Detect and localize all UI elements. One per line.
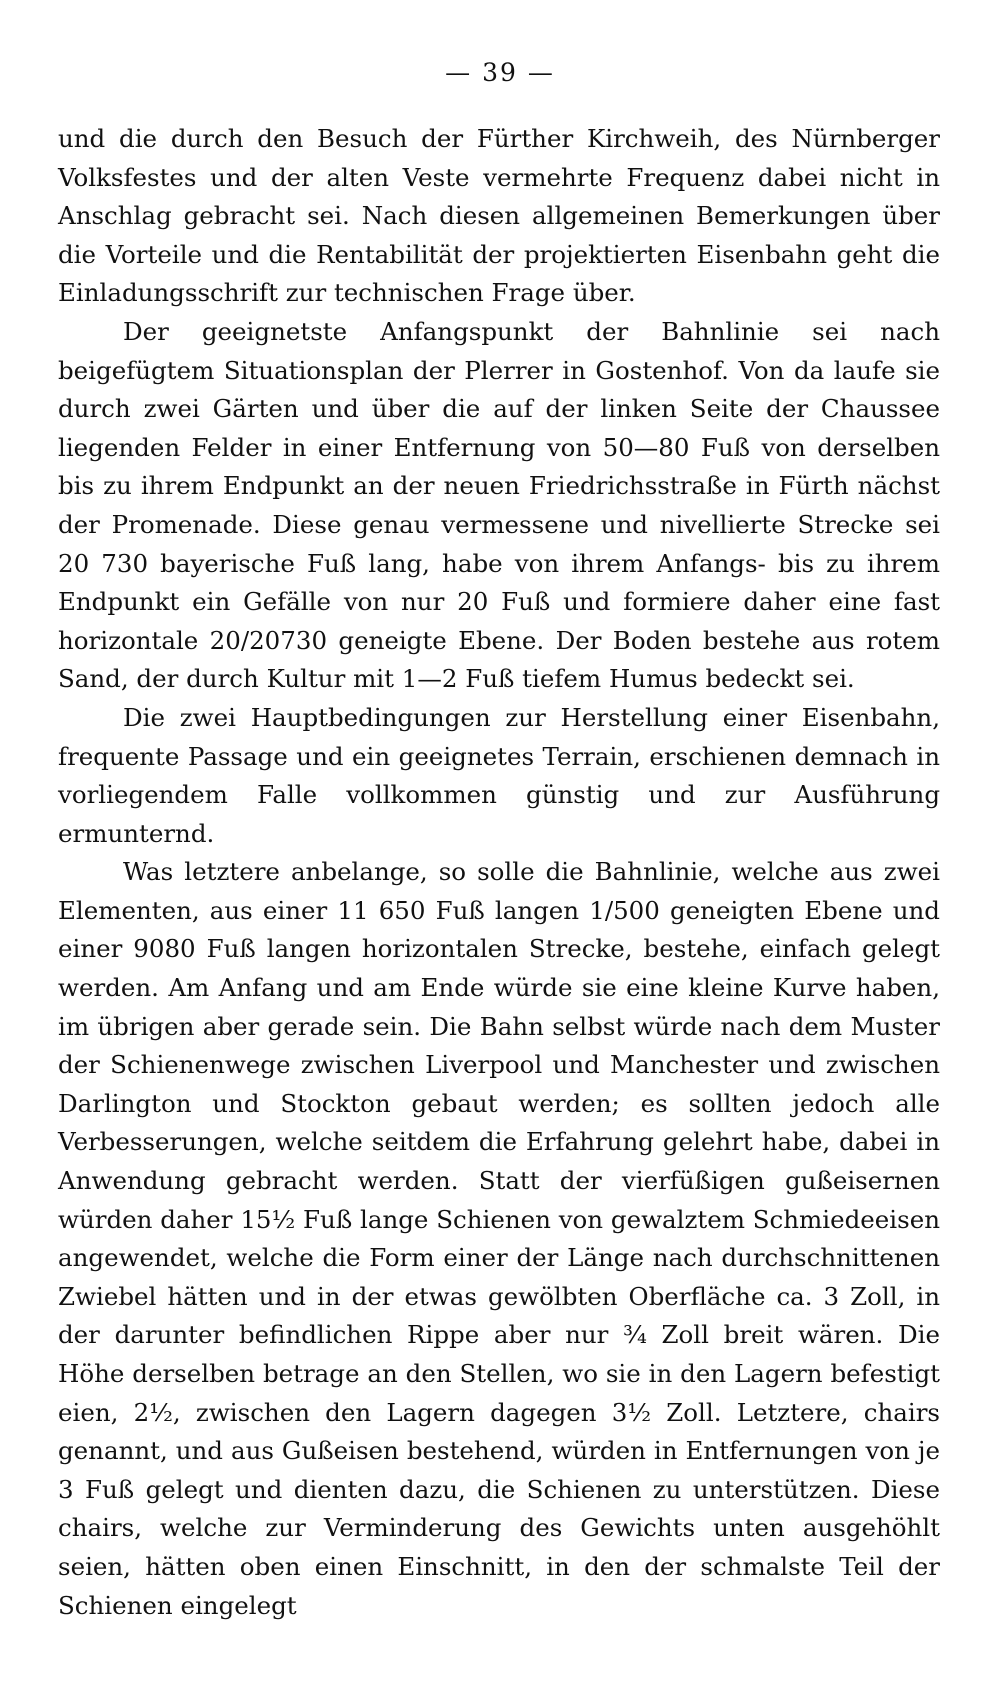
paragraph-4: Was letztere anbelange, so solle die Bahnlinie, welche aus zwei Elementen, aus einer 11 650 Fuß langen 1/500 geneigten Ebene und einer 9080 Fuß langen horizontalen Strecke, bestehe, einfach gelegt werden. Am Anfang und am Ende würde sie eine kleine Kurve haben, im übrigen aber gerade sein. Die Bahn selbst würde nach dem Muster der Schienenwege zwischen Liverpool und Manchester und zwischen Darlington und Stockton gebaut werden; es sollten jedoch alle Verbesserungen, welche seitdem die Erfahrung gelehrt habe, dabei in Anwendung gebracht werden. Statt der vierfüßigen gußeisernen würden daher 15½ Fuß lange Schienen von gewalztem Schmiedeeisen angewendet, welche die Form einer der Länge nach durchschnittenen Zwiebel hätten und in der etwas gewölbten Oberfläche ca. 3 Zoll, in der darunter befindlichen Rippe aber nur ¾ Zoll breit wären. Die Höhe derselben betrage an den Stellen, wo sie in den Lagern befestigt eien, 2½, zwischen den Lagern dagegen 3½ Zoll. Letztere, chairs genannt, und aus Gußeisen bestehend, würden in Entfernungen von je 3 Fuß gelegt und dienten dazu, die Schienen zu unterstützen. Diese chairs, welche zur Verminderung des Gewichts unten ausgehöhlt seien, hätten oben einen Einschnitt, in den der schmalste Teil der Schienen eingelegt	[58, 857, 940, 1620]
paragraph-2: Der geeignetste Anfangspunkt der Bahnlinie sei nach beigefügtem Situationsplan der Plerrer in Gostenhof. Von da laufe sie durch zwei Gärten und über die auf der linken Seite der Chaussee liegenden Felder in einer Entfernung von 50—80 Fuß von derselben bis zu ihrem Endpunkt an der neuen Friedrichsstraße in Fürth nächst der Promenade. Diese genau vermessene und nivellierte Strecke sei 20 730 bayerische Fuß lang, habe von ihrem Anfangs- bis zu ihrem Endpunkt ein Gefälle von nur 20 Fuß und formiere daher eine fast horizontale 20/20730 geneigte Ebene. Der Boden bestehe aus rotem Sand, der durch Kultur mit 1—2 Fuß tiefem Humus bedeckt sei.	[58, 316, 940, 694]
paragraph-1: und die durch den Besuch der Fürther Kirchweih, des Nürnberger Volksfestes und der alten Veste vermehrte Frequenz dabei nicht in Anschlag gebracht sei. Nach diesen allgemeinen Bemerkungen über die Vorteile und die Rentabilität der projektierten Eisenbahn geht die Einladungsschrift zur technischen Frage über.	[58, 124, 940, 308]
body-text	[58, 120, 940, 1625]
page-number: — 39 —	[445, 58, 555, 87]
paragraph-3: Die zwei Hauptbedingungen zur Herstellung einer Eisenbahn, frequente Passage und ein geeignetes Terrain, erschienen demnach in vorliegendem Falle vollkommen günstig und zur Ausführung ermunternd.	[58, 702, 940, 848]
